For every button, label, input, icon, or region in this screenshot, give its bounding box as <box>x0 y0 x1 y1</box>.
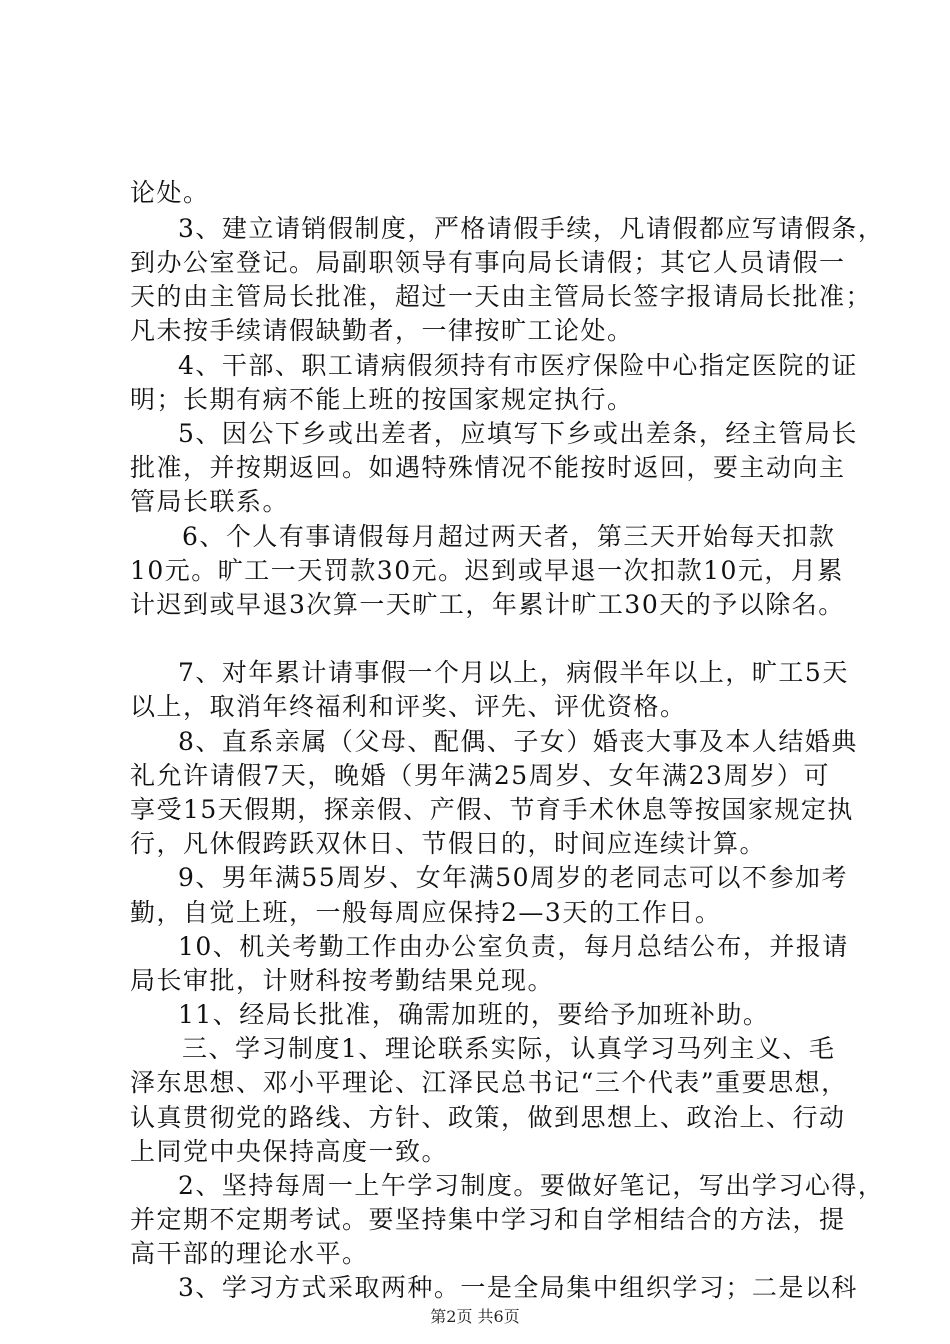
text-line: 局长审批，计财科按考勤结果兑现。 <box>130 966 555 995</box>
text-line: 凡未按手续请假缺勤者，一律按旷工论处。 <box>130 316 634 345</box>
text-line: 5、因公下乡或出差者，应填写下乡或出差条，经主管局长 <box>178 419 858 448</box>
text-line: 泽东思想、邓小平理论、江泽民总书记“三个代表”重要思想， <box>130 1068 848 1097</box>
text-line: 7、对年累计请事假一个月以上，病假半年以上，旷工5天 <box>178 658 849 687</box>
text-line: 明；长期有病不能上班的按国家规定执行。 <box>130 385 634 414</box>
text-line: 并定期不定期考试。要坚持集中学习和自学相结合的方法，提 <box>130 1205 846 1234</box>
text-line: 批准，并按期返回。如遇特殊情况不能按时返回，要主动向主 <box>130 453 846 482</box>
text-line: 到办公室登记。局副职领导有事向局长请假；其它人员请假一 <box>130 248 846 277</box>
text-line: 2、坚持每周一上午学习制度。要做好笔记，写出学习心得， <box>178 1171 885 1200</box>
text-line: 行，凡休假跨跃双休日、节假日的，时间应连续计算。 <box>130 829 767 858</box>
text-line: 3、学习方式采取两种。一是全局集中组织学习；二是以科 <box>178 1273 858 1302</box>
text-line: 9、男年满55周岁、女年满50周岁的老同志可以不参加考 <box>178 863 849 892</box>
text-line: 高干部的理论水平。 <box>130 1239 369 1268</box>
text-line: 计迟到或早退3次算一天旷工，年累计旷工30天的予以除名。 <box>130 590 845 619</box>
text-line: 11、经局长批准，确需加班的，要给予加班补助。 <box>178 1000 770 1029</box>
text-line: 4、干部、职工请病假须持有市医疗保险中心指定医院的证 <box>178 351 858 380</box>
text-line: 6、个人有事请假每月超过两天者，第三天开始每天扣款 <box>182 522 836 551</box>
text-line: 以上，取消年终福利和评奖、评先、评优资格。 <box>130 692 687 721</box>
text-line: 认真贯彻党的路线、方针、政策，做到思想上、政治上、行动 <box>130 1103 846 1132</box>
text-line: 3、建立请销假制度，严格请假手续，凡请假都应写请假条， <box>178 214 885 243</box>
text-line: 管局长联系。 <box>130 487 290 516</box>
page-footer: 第2页 共6页 <box>430 1307 520 1326</box>
text-line: 10元。旷工一天罚款30元。迟到或早退一次扣款10元，月累 <box>130 556 844 585</box>
text-line: 8、直系亲属（父母、配偶、子女）婚丧大事及本人结婚典 <box>178 727 858 756</box>
text-line: 享受15天假期，探亲假、产假、节育手术休息等按国家规定执 <box>130 795 854 824</box>
text-line: 天的由主管局长批准，超过一天由主管局长签字报请局长批准； <box>130 282 873 311</box>
text-line: 上同党中央保持高度一致。 <box>130 1137 449 1166</box>
text-line: 三、学习制度1、理论联系实际，认真学习马列主义、毛 <box>182 1034 836 1063</box>
text-line: 10、机关考勤工作由办公室负责，每月总结公布，并报请 <box>178 932 849 961</box>
text-line: 勤，自觉上班，一般每周应保持2—3天的工作日。 <box>130 898 722 927</box>
text-line: 礼允许请假7天，晚婚（男年满25周岁、女年满23周岁）可 <box>130 761 830 790</box>
text-line: 论处。 <box>130 178 210 207</box>
